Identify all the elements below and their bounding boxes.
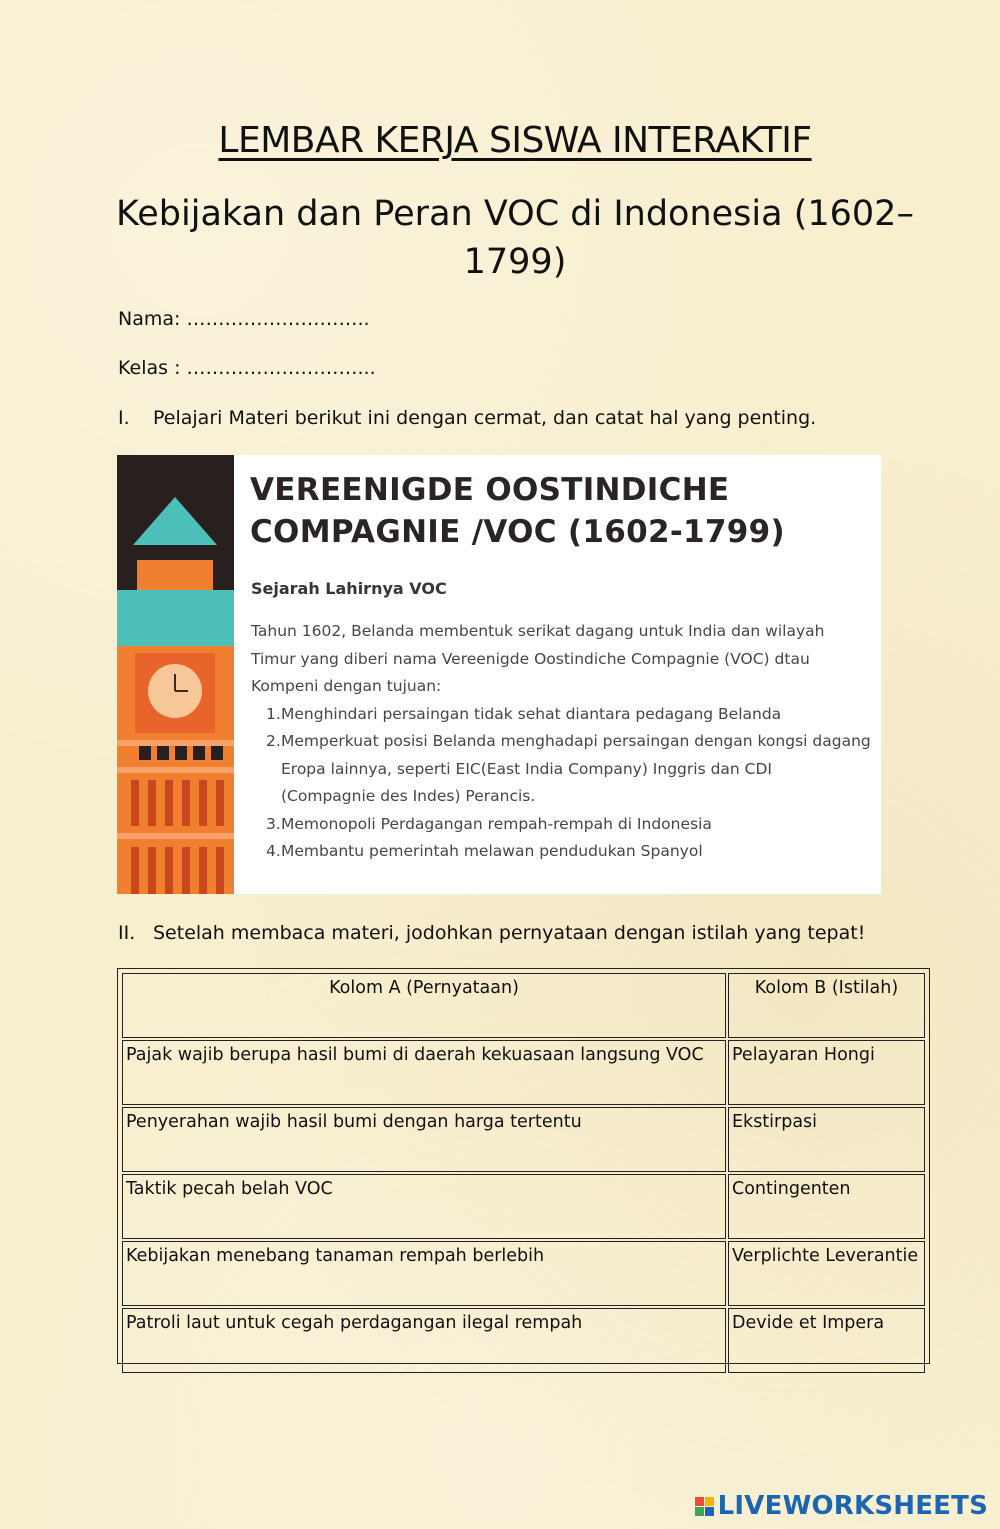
logo-text: LIVEWORKSHEETS [717, 1491, 988, 1521]
table-row [122, 1308, 925, 1373]
statement-cell[interactable]: Kebijakan menebang tanaman rempah berlebih [122, 1241, 726, 1306]
list-item-text: Menghindari persaingan tidak sehat diantara pedagang Belanda [281, 704, 782, 723]
term-cell[interactable]: Ekstirpasi [728, 1107, 925, 1172]
section-1-number: I. [118, 407, 130, 429]
term-cell[interactable]: Pelayaran Hongi [728, 1040, 925, 1105]
table-header-row [122, 973, 925, 1038]
statement-cell[interactable]: Penyerahan wajib hasil bumi dengan harga tertentu [122, 1107, 726, 1172]
section-2-text: Setelah membaca materi, jodohkan pernyataan dengan istilah yang tepat! [153, 922, 866, 944]
material-subtitle: Sejarah Lahirnya VOC [251, 579, 447, 598]
class-field[interactable]: Kelas : ………………………... [118, 357, 376, 379]
table-row [122, 1241, 925, 1306]
statement-cell[interactable]: Taktik pecah belah VOC [122, 1174, 726, 1239]
list-item [251, 838, 871, 866]
header-column-a: Kolom A (Pernyataan) [122, 973, 726, 1038]
list-item-text: Memonopoli Perdagangan rempah-rempah di Indonesia [281, 814, 712, 833]
list-item-text: Memperkuat posisi Belanda menghadapi persaingan dengan kongsi dagang Eropa lainnya, seperti EIC(East India Company) Inggris dan CDI (Compagnie des Indes) Perancis. [281, 732, 871, 805]
list-item [251, 701, 871, 729]
list-item-number: 3. [266, 814, 281, 833]
term-cell[interactable]: Devide et Impera [728, 1308, 925, 1373]
table-row [122, 1040, 925, 1105]
term-cell[interactable]: Verplichte Leverantie [728, 1241, 925, 1306]
list-item [251, 811, 871, 839]
section-1-heading [118, 407, 816, 429]
material-intro: Tahun 1602, Belanda membentuk serikat dagang untuk India dan wilayah Timur yang diberi nama Vereenigde Oostindiche Compagnie (VOC) dtau Kompeni dengan tujuan: [251, 622, 825, 695]
worksheet-subtitle: Kebijakan dan Peran VOC di Indonesia (1602–1799) [116, 194, 914, 282]
clock-tower-illustration [117, 455, 234, 894]
liveworksheets-logo-icon [695, 1497, 714, 1516]
list-item [251, 728, 871, 811]
material-title: VEREENIGDE OOSTINDICHE COMPAGNIE /VOC (1602-1799) [250, 472, 785, 550]
material-image [117, 455, 881, 894]
table-row [122, 1107, 925, 1172]
material-body [251, 618, 871, 866]
clock-tower-icon [117, 455, 234, 894]
name-field[interactable]: Nama: ……………………….. [118, 308, 370, 330]
statement-cell[interactable]: Patroli laut untuk cegah perdagangan ilegal rempah [122, 1308, 726, 1373]
section-1-text: Pelajari Materi berikut ini dengan cermat, dan catat hal yang penting. [153, 407, 817, 429]
statement-cell[interactable]: Pajak wajib berupa hasil bumi di daerah kekuasaan langsung VOC [122, 1040, 726, 1105]
list-item-number: 2. [266, 732, 281, 750]
term-cell[interactable]: Contingenten [728, 1174, 925, 1239]
section-2-heading [118, 922, 865, 944]
material-list [251, 701, 871, 866]
header-column-b: Kolom B (Istilah) [728, 973, 925, 1038]
matching-table [117, 968, 930, 1364]
list-item-text: Membantu pemerintah melawan pendudukan Spanyol [281, 842, 703, 860]
list-item-number: 1. [266, 704, 281, 723]
liveworksheets-logo[interactable] [695, 1491, 988, 1521]
table-row [122, 1174, 925, 1239]
worksheet-title: LEMBAR KERJA SISWA INTERAKTIF [218, 120, 812, 161]
section-2-number: II. [118, 922, 136, 944]
list-item-number: 4. [266, 842, 281, 860]
